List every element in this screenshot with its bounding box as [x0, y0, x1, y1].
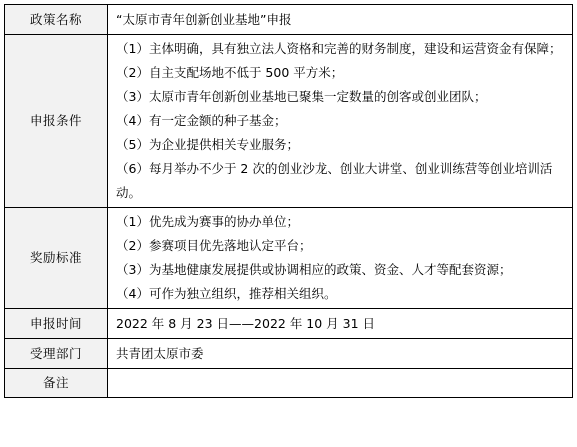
condition-item: （5）为企业提供相关专业服务； — [116, 137, 299, 152]
condition-item: （3）太原市青年创新创业基地已聚集一定数量的创客或创业团队； — [116, 89, 487, 104]
application-conditions-value — [108, 35, 573, 208]
application-conditions-label: 申报条件 — [5, 35, 108, 208]
reward-standards-label: 奖励标准 — [5, 208, 108, 309]
row-accepting-department — [5, 339, 573, 369]
reward-item: （1）优先成为赛事的协办单位； — [116, 214, 299, 229]
row-policy-name — [5, 5, 573, 35]
reward-item: （4）可作为独立组织，推荐相关组织。 — [116, 286, 337, 301]
condition-item: （6）每月举办不少于 2 次的创业沙龙、创业大讲堂、创业训练营等创业培训活动。 — [116, 161, 553, 200]
remarks-label: 备注 — [5, 369, 108, 398]
row-application-conditions — [5, 35, 573, 208]
policy-name-value: “太原市青年创新创业基地”申报 — [108, 5, 573, 35]
application-time-label: 申报时间 — [5, 309, 108, 339]
policy-name-label: 政策名称 — [5, 5, 108, 35]
remarks-value — [108, 369, 573, 398]
row-remarks — [5, 369, 573, 398]
row-application-time — [5, 309, 573, 339]
accepting-department-value: 共青团太原市委 — [108, 339, 573, 369]
reward-item: （2）参赛项目优先落地认定平台； — [116, 238, 312, 253]
policy-table — [4, 4, 573, 398]
accepting-department-label: 受理部门 — [5, 339, 108, 369]
reward-standards-value — [108, 208, 573, 309]
reward-item: （3）为基地健康发展提供或协调相应的政策、资金、人才等配套资源； — [116, 262, 512, 277]
application-time-value: 2022 年 8 月 23 日——2022 年 10 月 31 日 — [108, 309, 573, 339]
row-reward-standards — [5, 208, 573, 309]
condition-item: （1）主体明确，具有独立法人资格和完善的财务制度，建设和运营资金有保障； — [116, 41, 562, 56]
condition-item: （4）有一定金额的种子基金； — [116, 113, 287, 128]
condition-item: （2）自主支配场地不低于 500 平方米； — [116, 65, 344, 80]
